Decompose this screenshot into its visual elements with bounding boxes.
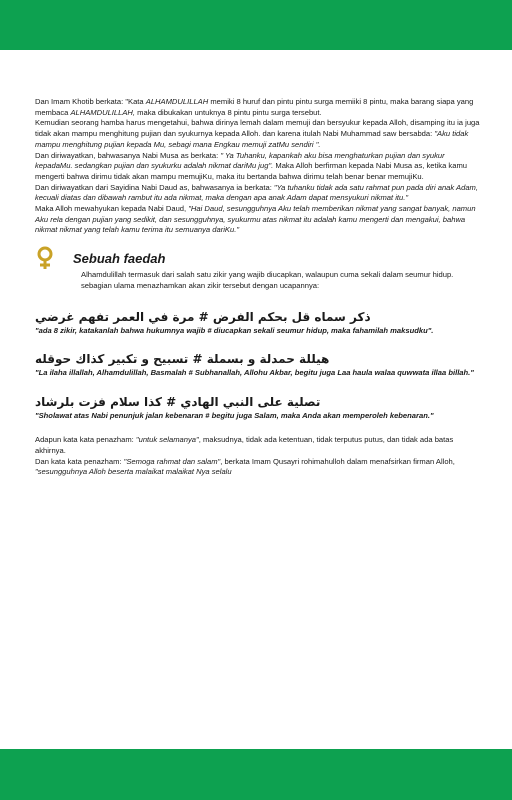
verse-arabic: ذكر سماه قل بحكم الفرض # مرة في العمر تفهم غرضي [35, 309, 371, 324]
paragraph-5: Maka Alloh mewahyukan kepada Nabi Daud, "Hai Daud, sesungguhnya Aku telah memberikan nikmat yang sangat banyak, namun Aku rela dengan pujian yang sedikit, dan sesungguhnya, syukurmu atas nikmat itu adalah kamu mengerti dan mengakui, bahwa nikmat nikmat yang telah kamu terima itu semuanya dariKu." [35, 204, 476, 235]
verse-translation: "ada 8 zikir, katakanlah bahwa hukumnya wajib # diucapkan sekali seumur hidup, maka fahamilah maksudku". [35, 325, 434, 335]
top-green-bar [0, 0, 512, 50]
verse-1 [35, 308, 482, 337]
paragraph-2: Kemudian seorang hamba harus mengetahui, bahwa dirinya lemah dalam memuji dan bersyukur kepada Alloh, disamping itu ia juga tidak akan mampu menghitung pujian dan syukurnya kepada Alloh. dan karena itulah Nabi Muhammad saw bersabda: "Aku tidak mampu menghitung pujian kepada Mu, sebagi mana Engkau memuji zatMu sendiri ". [35, 118, 480, 149]
section-heading [35, 246, 482, 270]
verse-2 [35, 350, 482, 379]
verse-translation: "Sholawat atas Nabi penunjuk jalan kebenaran # begitu juga Salam, maka Anda akan memperoleh kebenaran." [35, 410, 434, 420]
paragraph-6: Adapun kata kata penazham: "untuk selamanya", maksudnya, tidak ada ketentuan, tidak terputus putus, dan tidak ada batas akhirnya. [35, 435, 454, 456]
section-intro: Alhamdulillah termasuk dari salah satu zikir yang wajib diucapkan, walaupun cuma sekali dalam seumur hidup. sebagian ulama menazhamkan akan zikir tersebut dengan ucapannya: [81, 270, 454, 290]
verse-3 [35, 393, 482, 422]
paragraph-3: Dan diriwayatkan, bahwasanya Nabi Musa as berkata: " Ya Tuhanku, kapankah aku bisa menghaturkan pujian dan syukur kepadaMu. sedangkan pujian dan syukurku adalah nikmat dariMu jug". Maka Alloh berfirman kepada Nabi Musa as, ketika kamu mengerti bahwa dirimu tidak akan mampu memujiKu, maka itu bertanda bahwa dirimu telah benar benar memujiKu. [35, 150, 467, 181]
page-content [35, 97, 482, 478]
paragraph-4: Dan diriwayatkan dari Sayidina Nabi Daud as, bahwasanya ia berkata: "Ya tuhanku tidak ada satu rahmat pun pada diri anak Adam, kecuali diatas dan dibawah rambut itu ada nikmat, maka dengan apa anak Adam dapat mensyukuri nikmat itu." [35, 182, 478, 203]
closing-text [35, 435, 482, 478]
verse-arabic: هيللة حمدلة و بسملة # تسبيح و تكبير كذاك حوقله [35, 352, 330, 367]
paragraph-1: Dan Imam Khotib berkata: "Kata ALHAMDULILLAH memiki 8 huruf dan pintu pintu surga memiiki 8 pintu, maka barang siapa yang membaca ALHAMDULILLAH, maka dibukakan untuknya 8 pintu pintu surga tersebut. [35, 97, 474, 117]
paragraph-7: Dan kata kata penazham: "Semoga rahmat dan salam", berkata Imam Qusayri rohimahulloh dalam menafsirkan firman Alloh, "sesungguhnya Alloh beserta malaikat malaikat Nya selalu [35, 456, 455, 477]
verse-arabic: تصلية على النبي الهادي # كذا سلام فزت بلرشاد [35, 394, 321, 409]
venus-symbol-icon [35, 246, 63, 270]
bottom-green-bar [0, 749, 512, 800]
section-title: Sebuah faedah [73, 250, 166, 266]
verse-translation: "La ilaha illallah, Alhamdulillah, Basmalah # Subhanallah, Allohu Akbar, begitu juga Laa haula walaa quwwata illaa billah." [35, 368, 474, 378]
